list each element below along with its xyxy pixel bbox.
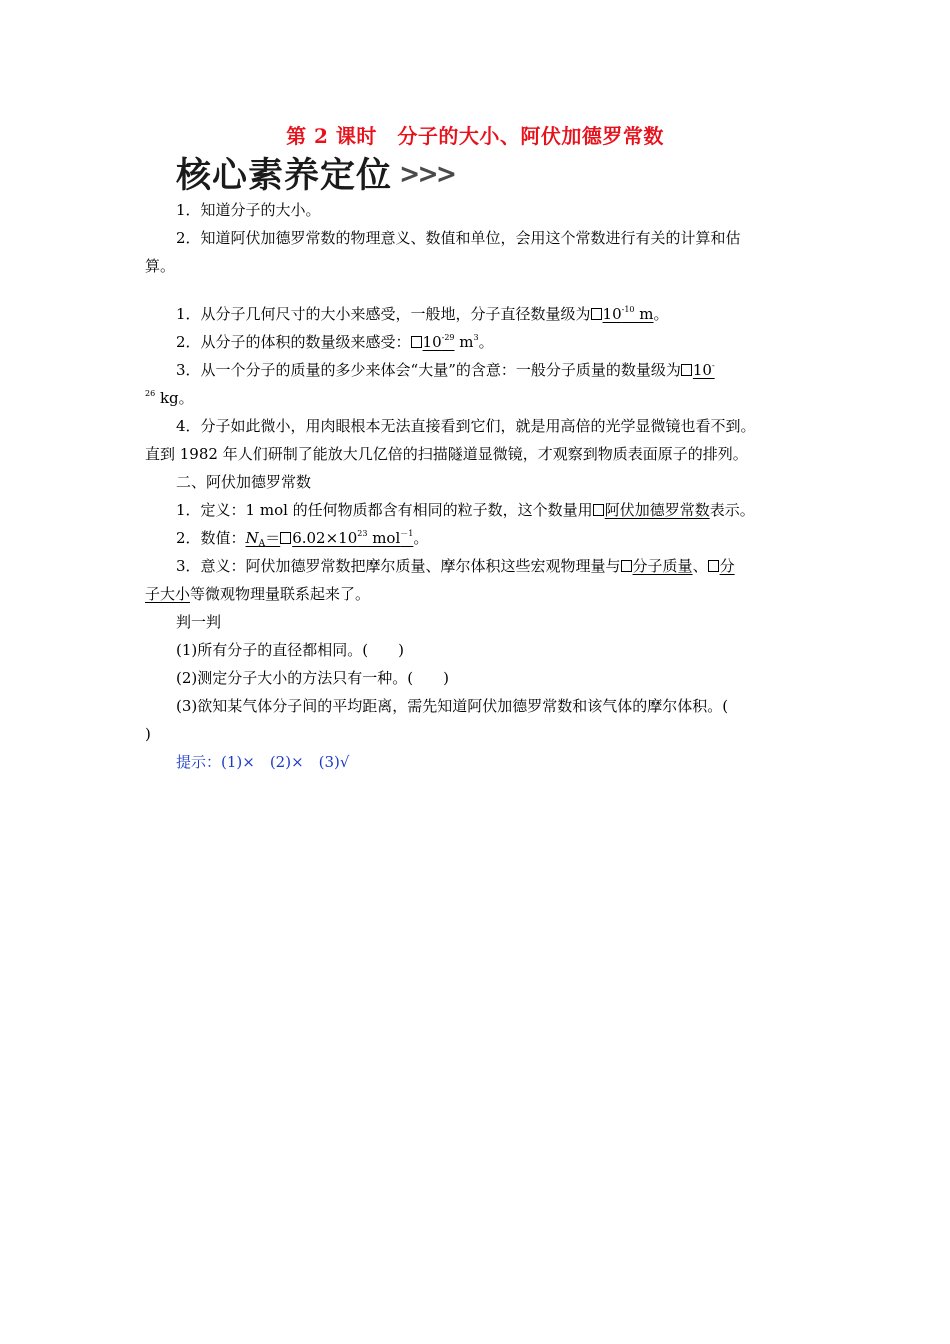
answer-blank-3: 10- [681,361,715,379]
checkbox-square-icon [621,560,632,572]
goal-2-continued: 算。 [145,257,176,275]
definition-3-continued: 子大小等微观物理量联系起来了。 [145,585,371,603]
judge-question-2: (2)测定分子大小的方法只有一种。( ) [176,669,449,687]
definition-2: 2．数值：$N_A= 6.02\times 10^{23}$ mol$^{-1}$。 [176,529,429,549]
point-4-continued: 直到 1982 年人们研制了能放大几亿倍的扫描隧道显微镜，才观察到物质表面原子的排列。 [145,445,748,463]
hint-label: 提示： [176,753,222,771]
page-title: 第 2 课时 分子的大小、阿伏加德罗常数 [286,124,664,148]
answer-blank-1: $10^{-10}$ m [591,305,654,323]
definition-1: 1．定义：1 mol 的任何物质都含有相同的粒子数，这个数量用 阿伏加德罗常数表示。 [176,501,755,519]
checkbox-square-icon [591,308,602,320]
answer-blank-4: 阿伏加德罗常数 [593,501,710,519]
answer-blank-6: 分子质量 [621,557,693,575]
core-literacy-banner [176,150,457,196]
checkbox-square-icon [681,364,692,376]
point-2: 2．从分子的体积的数量级来感受： $10^{-29}$ $m^3$。 [176,333,494,351]
checkbox-square-icon [593,504,604,516]
answer-blank-2: $10^{-29}$ [411,333,455,351]
judge-question-1: (1)所有分子的直径都相同。( ) [176,641,404,659]
judge-heading: 判一判 [176,613,222,631]
hint-text: (1)× (2)× (3)√ [221,753,350,771]
definition-3: 3．意义：阿伏加德罗常数把摩尔质量、摩尔体积这些宏观物理量与 分子质量、 分 [176,557,735,575]
goal-1: 1．知道分子的大小。 [176,201,321,219]
point-1: 1．从分子几何尺寸的大小来感受，一般地，分子直径数量级为 $10^{-10}$ m。 [176,305,669,323]
section-heading-avogadro: 二、阿伏加德罗常数 [176,473,312,491]
answer-blank-7: 分 [708,557,735,575]
checkbox-square-icon [280,532,291,544]
judge-question-3: (3)欲知某气体分子间的平均距离，需先知道阿伏加德罗常数和该气体的摩尔体积。( [176,697,729,715]
point-3: 3．从一个分子的质量的多少来体会“大量”的含意：一般分子质量的数量级为 10- [176,361,715,379]
checkbox-square-icon [411,336,422,348]
banner-text: 核心素养定位 [176,156,393,196]
point-4: 4．分子如此微小，用肉眼根本无法直接看到它们，就是用高倍的光学显微镜也看不到。 [176,417,756,435]
checkbox-square-icon [708,560,719,572]
goal-2: 2．知道阿伏加德罗常数的物理意义、数值和单位，会用这个常数进行有关的计算和估 [176,229,741,247]
chevrons-right-icon: >>> [399,156,455,190]
answer-blank-5: $N_A= 6.02\times 10^{23}$ mol$^{-1}$ [245,529,414,549]
answer-hint [176,753,349,771]
point-3-continued: $^{26}$ kg。 [145,389,194,407]
judge-question-3-continued: ) [145,725,151,743]
